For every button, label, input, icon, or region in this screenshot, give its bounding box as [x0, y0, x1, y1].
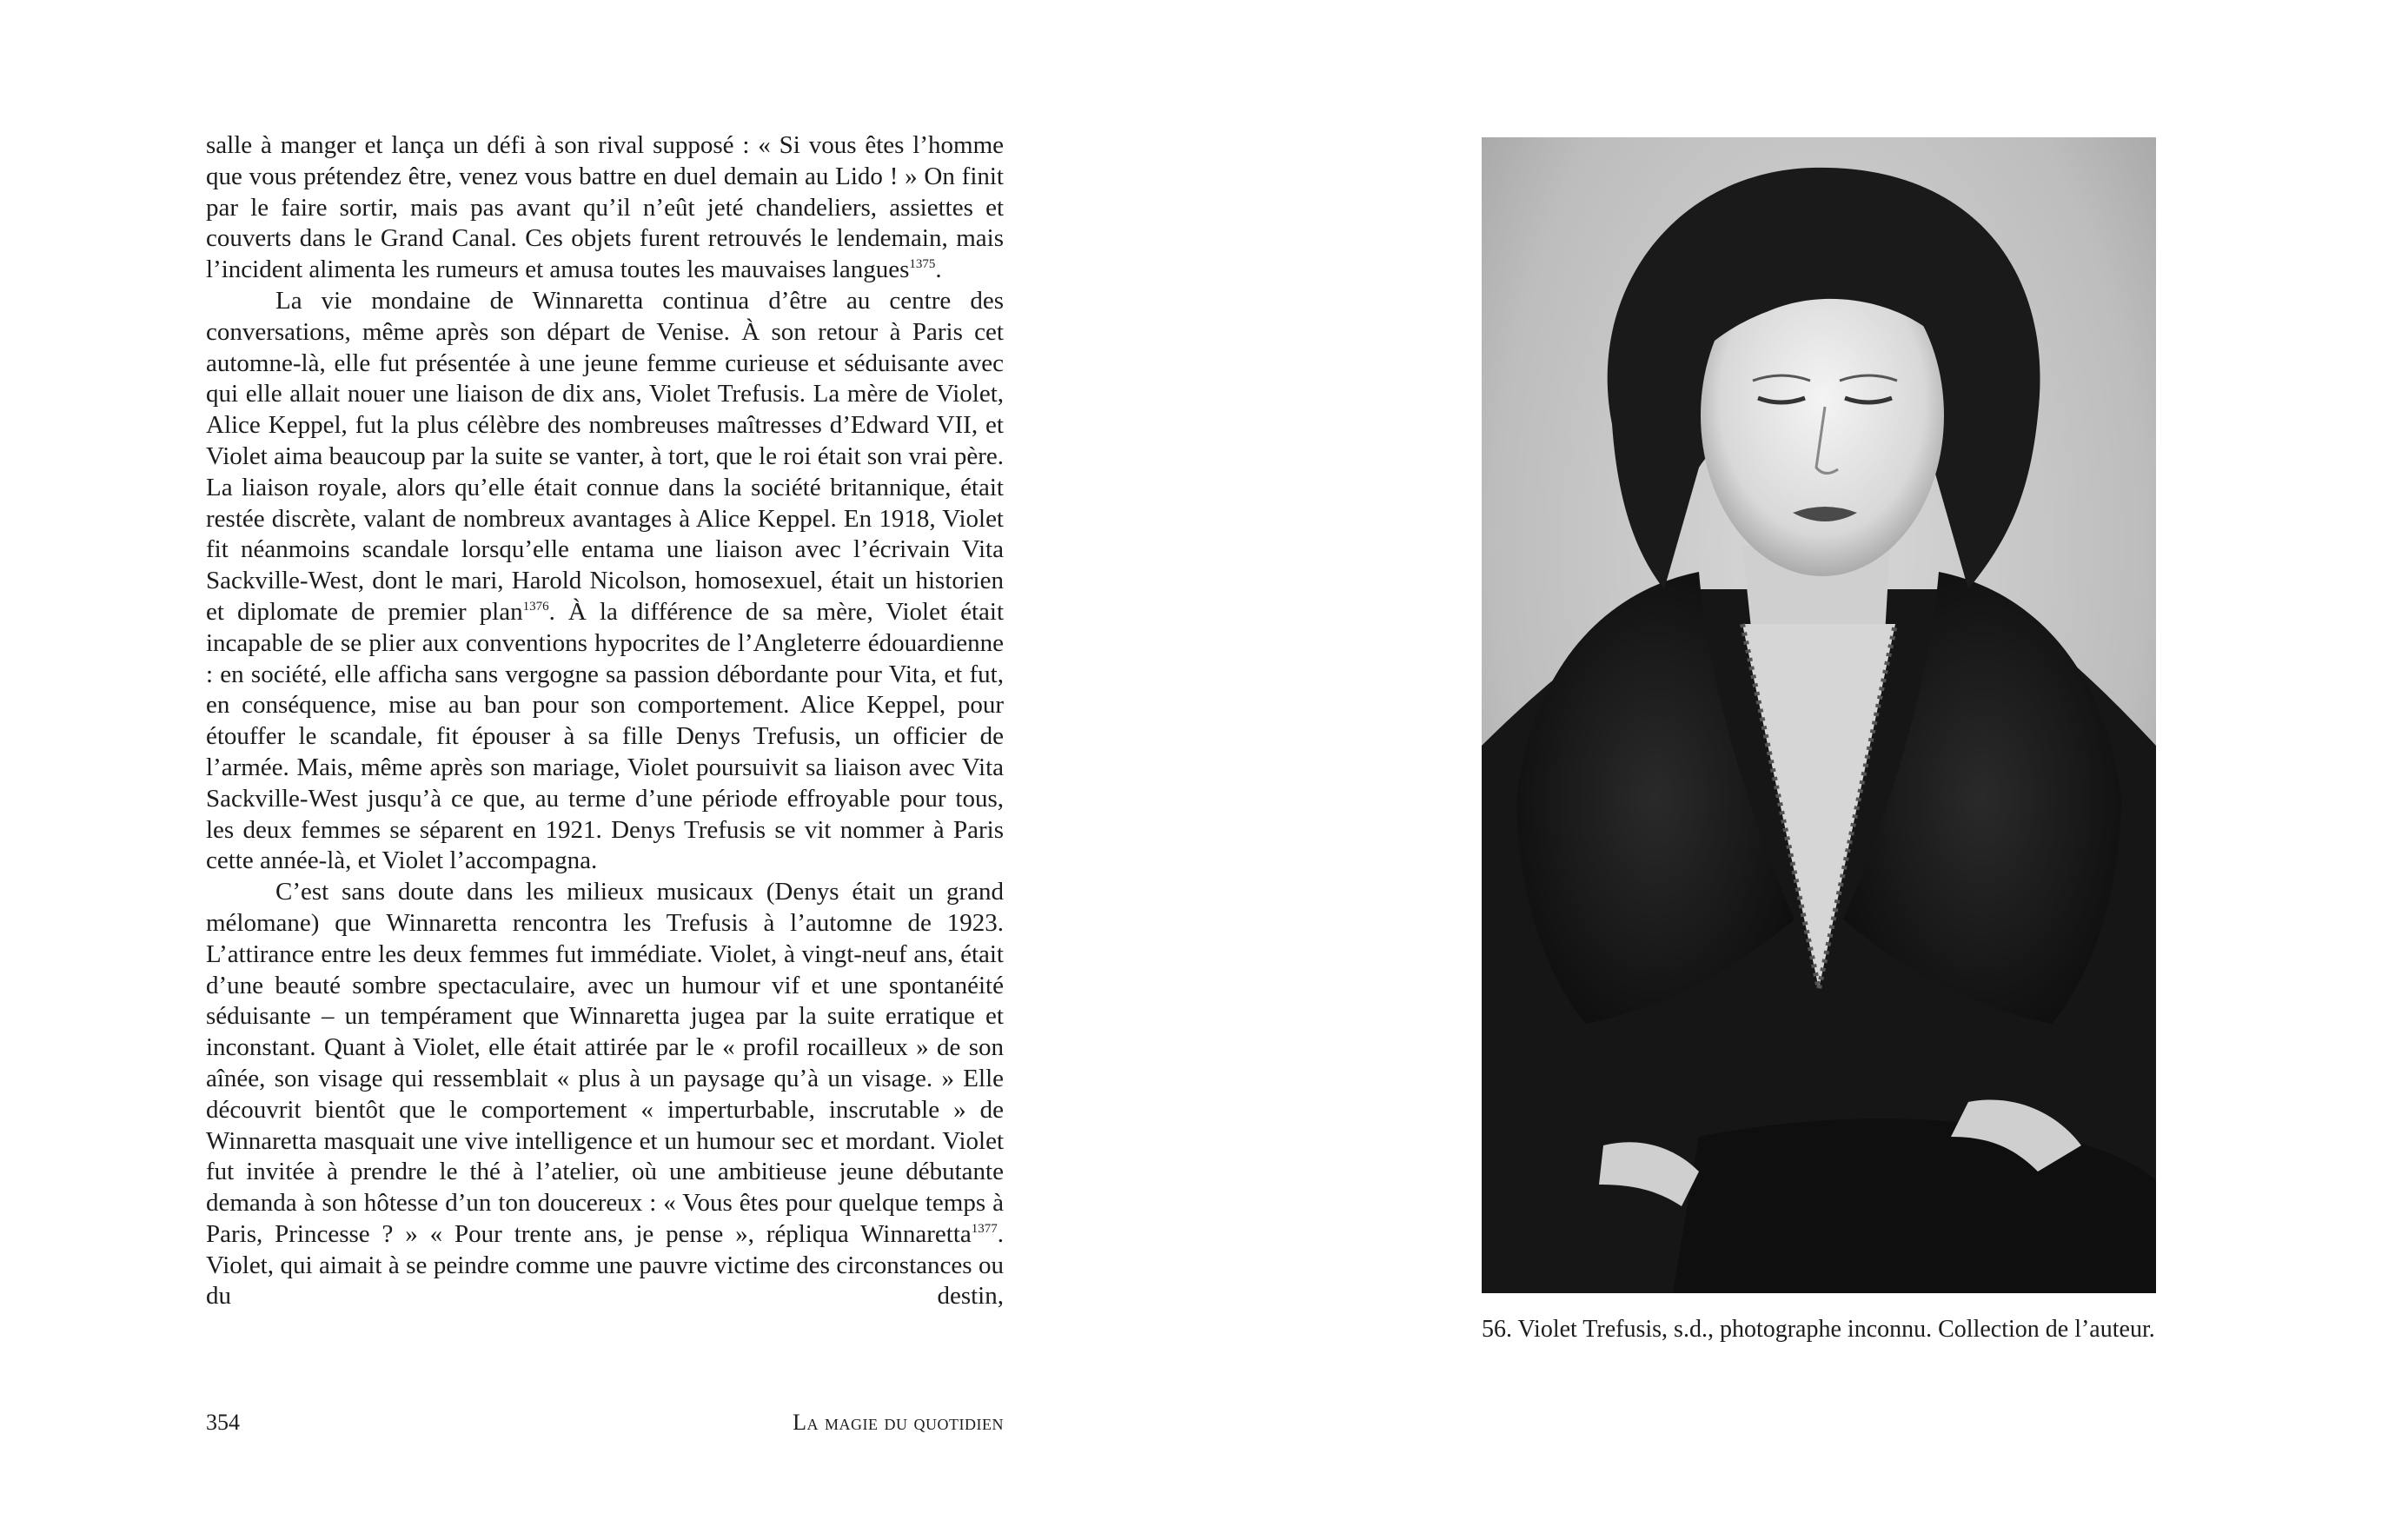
- footnote-reference[interactable]: 1375: [909, 257, 936, 272]
- footnote-reference[interactable]: 1376: [522, 599, 549, 614]
- running-head: La magie du quotidien: [793, 1410, 1004, 1435]
- paragraph-text: . Violet, qui aimait à se peindre comme une pauvre victime des circonstances ou du destin,: [206, 1219, 1004, 1311]
- body-paragraph: [206, 286, 1004, 877]
- body-text: [206, 130, 1004, 1312]
- paragraph-text: . À la différence de sa mère, Violet était incapable de se plier aux conventions hypocrites de l’Angleterre édouardienne : en société, elle afficha sans vergogne sa passion débordante pour Vita, et fut, en conséquence, mise au ban pour son comportement. Alice Keppel, pour étouffer le scandale, fit épouser à sa fille Denys Trefusis, un officier de l’armée. Mais, même après son mariage, Violet poursuivit sa liaison avec Vita Sackville-West jusqu’à ce que, au terme d’une période effroyable pour tous, les deux femmes se séparent en 1921. Denys Trefusis se vit nommer à Paris cette année-là, et Violet l’accompagna.: [206, 597, 1005, 875]
- footnote-reference[interactable]: 1377: [971, 1221, 998, 1236]
- paragraph-text: La vie mondaine de Winnaretta continua d’être au centre des conversations, même après son départ de Venise. À son retour à Paris cet automne-là, elle fut présentée à une jeune femme curieuse et séduisante avec qui elle allait nouer une liaison de dix ans, Violet Trefusis. La mère de Violet, Alice Keppel, fut la plus célèbre des nombreuses maîtresses d’Edward VII, et Violet aima beaucoup par la suite se vanter, à tort, que le roi était son vrai père. La liaison royale, alors qu’elle était connue dans la société britannique, était restée discrète, valant de nombreux avantages à Alice Keppel. En 1918, Violet fit néanmoins scandale lorsqu’elle entama une liaison avec l’écrivain Vita Sackville-West, dont le mari, Harold Nicolson, homosexuel, était un historien et diplomate de premier plan: [206, 286, 1004, 626]
- paragraph-text: salle à manger et lança un défi à son rival supposé : « Si vous êtes l’homme que vous prétendez être, venez vous battre en duel demain au Lido ! » On finit par le faire sortir, mais pas avant qu’il n’eût jeté chandeliers, assiettes et couverts dans le Grand Canal. Ces objets furent retrouvés le lendemain, mais l’incident alimenta les rumeurs et amusa toutes les mauvaises langues: [206, 131, 1004, 284]
- portrait-image: [1482, 137, 2156, 1293]
- right-page: [1198, 0, 2395, 1540]
- paragraph-text: C’est sans doute dans les milieux musicaux (Denys était un grand mélomane) que Winnaretta rencontra les Trefusis à l’automne de 1923. L’attirance entre les deux femmes fut immédiate. Violet, à vingt-neuf ans, était d’une beauté sombre spectaculaire, avec un humour vif et une spontanéité séduisante – un tempérament que Winnaretta jugea par la suite erratique et inconstant. Quant à Violet, elle était attirée par le « profil rocailleux » de son aînée, son visage qui ressemblait « plus à un paysage qu’à un visage. » Elle découvrit bientôt que le comportement « imperturbable, inscrutable » de Winnaretta masquait une vive intelligence et un humour sec et mordant. Violet fut invitée à prendre le thé à l’atelier, où une ambitieuse jeune débutante demanda à son hôtesse d’un ton doucereux : « Vous êtes pour quelque temps à Paris, Princesse ? » « Pour trente ans, je pense », répliqua Winnaretta: [206, 878, 1004, 1248]
- figure-caption: 56. Violet Trefusis, s.d., photographe inconnu. Collection de l’auteur.: [1482, 1316, 2155, 1343]
- body-paragraph: [206, 877, 1004, 1312]
- paragraph-text: .: [935, 256, 942, 284]
- portrait-photo: [1482, 137, 2156, 1293]
- page-number: 354: [206, 1410, 240, 1435]
- body-paragraph: [206, 130, 1004, 286]
